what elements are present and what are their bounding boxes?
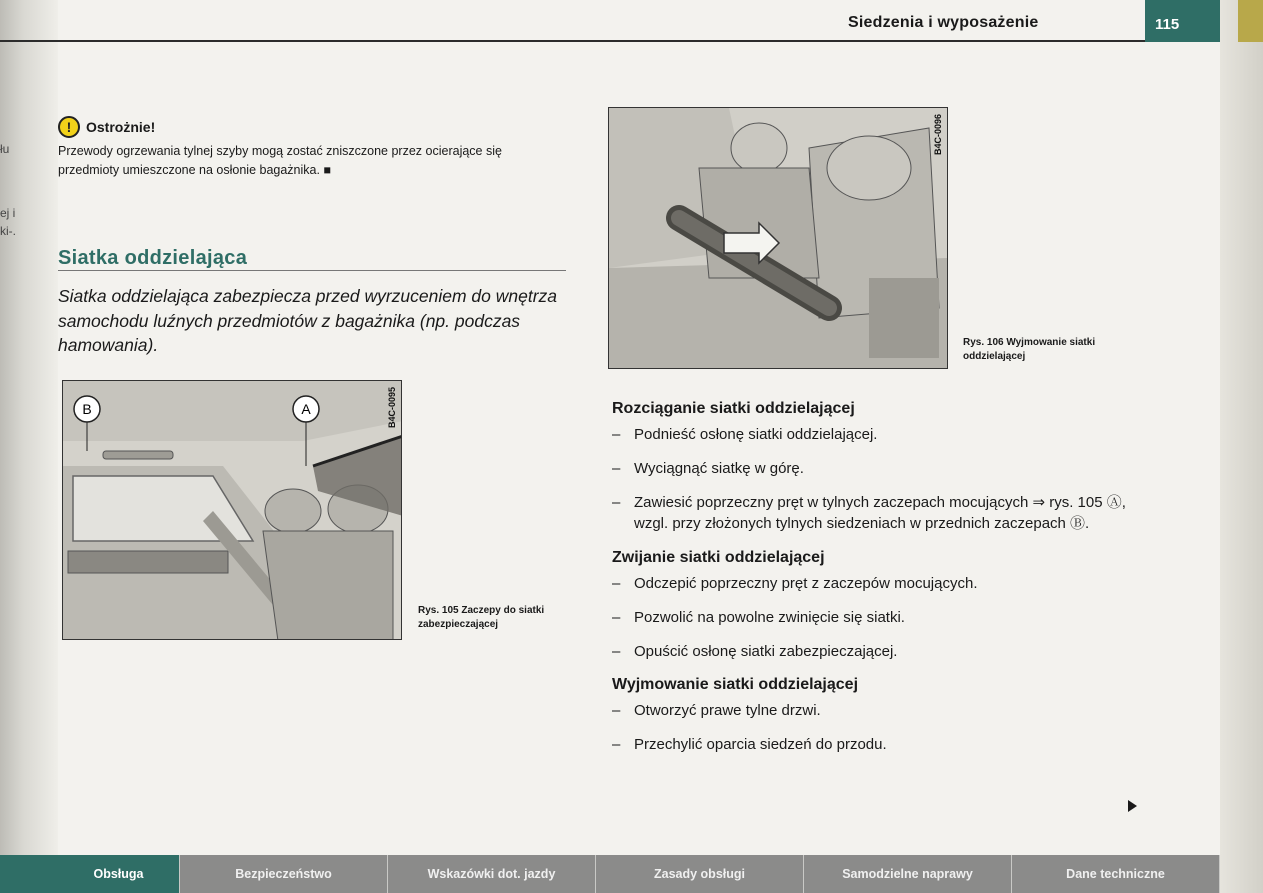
figure-105-caption: Rys. 105 Zaczepy do siatki zabezpieczającej [418,605,545,630]
thumb-index-marker [1238,0,1263,42]
figure-106-code: B4C-0096 [933,114,943,156]
list-item: – Opuścić osłonę siatki zabezpieczającej. [612,642,898,660]
figure-105-code: B4C-0095 [387,387,397,429]
section-intro: Siatka oddzielająca zabezpiecza przed wyrzuceniem do wnętrza samochodu luźnych przedmiotów z bagażnika (np. podczas hamowania). [58,286,558,355]
list-item: – Otworzyć prawe tylne drzwi. [612,702,821,720]
tab-dane-techniczne[interactable]: Dane techniczne [1012,855,1220,893]
section-title: Siedzenia i wyposażenie [848,14,1039,31]
warning-text: Przewody ogrzewania tylnej szyby mogą zostać zniszczone przez ocierające się przedmioty umieszczone na osłonie bagażnika. ■ [58,144,502,178]
list-item: – Przechylić oparcia siedzeń do przodu. [612,736,887,753]
instructions-column [612,400,1132,768]
continue-arrow-icon [1128,800,1137,812]
tab-zasady-obslugi[interactable]: Zasady obsługi [596,855,804,893]
figure-106-caption: Rys. 106 Wyjmowanie siatki oddzielającej [963,337,1096,362]
list-item: – Wyciągnąć siatkę w górę. [612,459,804,477]
warning-icon: ! [58,116,80,138]
page-number: 115 [1145,0,1220,42]
warning-title: Ostrożnie! [86,119,156,135]
header-rule [0,40,1145,42]
tab-obsluga[interactable]: Obsługa [58,855,180,893]
chapter-nav [58,855,1220,893]
figure-105-car-interior [62,380,402,640]
instruction-heading-remove: Wyjmowanie siatki oddzielającej [612,676,859,694]
list-item: – Pozwolić na powolne zwinięcie się siatki. [612,608,905,626]
list-item: – Zawiesić poprzeczny pręt w tylnych zaczepach mocujących ⇒ rys. 105 Ⓐ, wzgl. przy złożonych tylnych siedzeniach w przednich zaczepach Ⓑ. [612,493,1126,533]
section-heading: Siatka oddzielająca [58,247,248,269]
section-divider [58,270,566,271]
callout-a: A [301,401,311,417]
footer-edge [0,855,58,893]
tab-samodzielne-naprawy[interactable]: Samodzielne naprawy [804,855,1012,893]
instruction-heading-retract: Zwijanie siatki oddzielającej [612,549,825,566]
tab-bezpieczenstwo[interactable]: Bezpieczeństwo [180,855,388,893]
figure-106-net-removal [608,107,948,369]
instruction-heading-stretch: Rozciąganie siatki oddzielającej [612,400,855,417]
tab-wskazowki-jazdy[interactable]: Wskazówki dot. jazdy [388,855,596,893]
callout-b: B [82,401,92,417]
list-item: – Odczepić poprzeczny pręt z zaczepów mocujących. [612,575,978,592]
page-gutter-shadow [0,0,58,893]
warning-box [58,116,558,181]
figure-106-illustration [609,108,948,369]
list-item: – Podnieść osłonę siatki oddzielającej. [612,426,878,443]
page-edge-strip [1220,0,1263,893]
figure-105-illustration [63,381,402,640]
warning-header [58,116,558,138]
